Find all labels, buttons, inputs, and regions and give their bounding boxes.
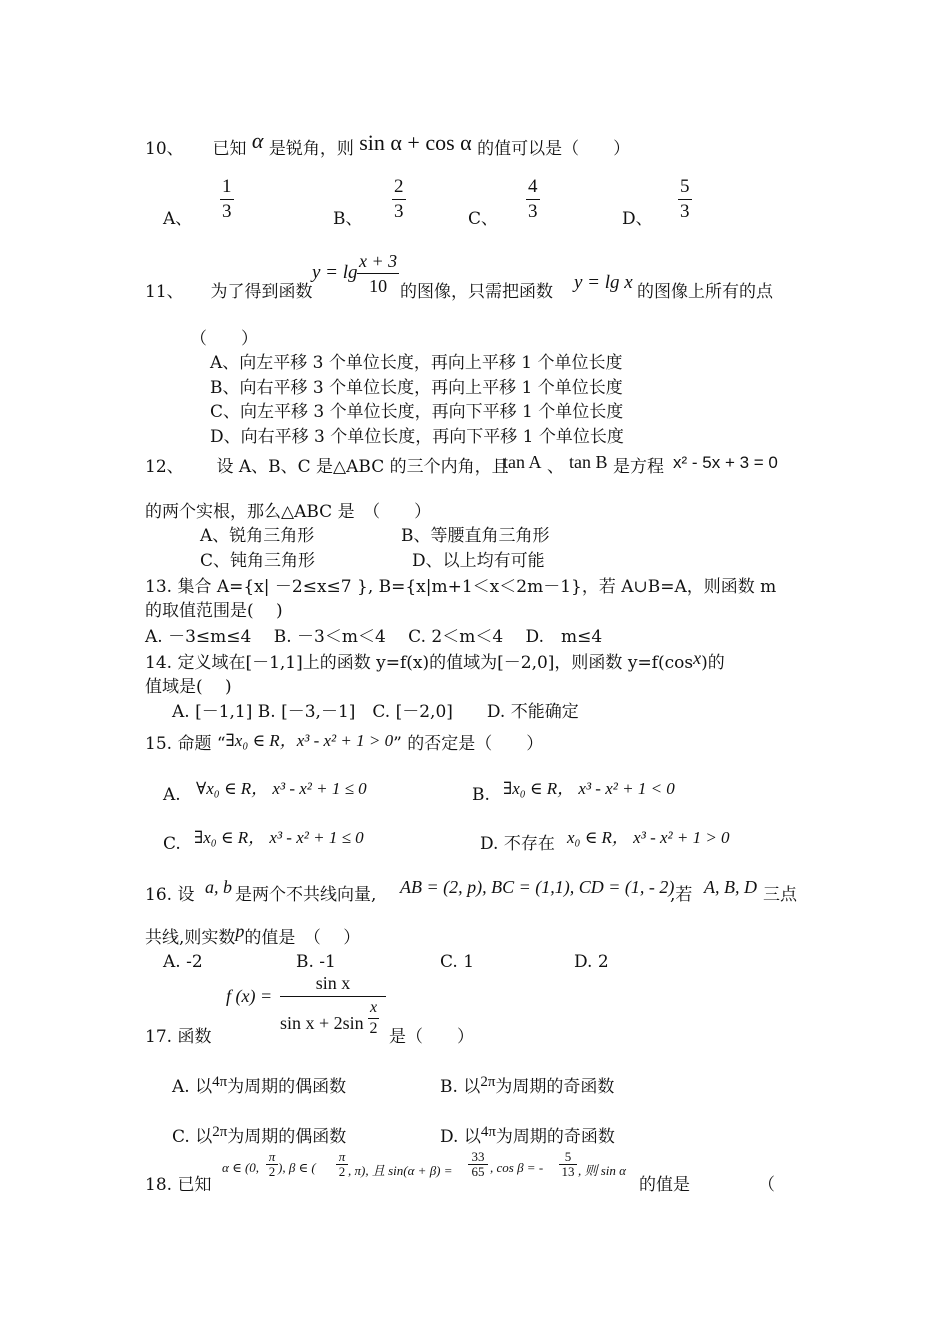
q17-option-b-post: 为周期的奇函数 bbox=[495, 1077, 615, 1097]
q17-option-a-post: 为周期的偶函数 bbox=[227, 1077, 347, 1097]
q18-num-33: 33 bbox=[471, 1149, 485, 1164]
q11-number: 11、 bbox=[145, 282, 184, 302]
q17-option-d-period: 4π bbox=[480, 1124, 496, 1140]
q11-option-c: C、向左平移 3 个单位长度，再向下平移 1 个单位长度 bbox=[210, 402, 624, 422]
q11-option-b: B、向右平移 3 个单位长度，再向上平移 1 个单位长度 bbox=[210, 378, 623, 398]
q11-option-a: A、向左平移 3 个单位长度，再向上平移 1 个单位长度 bbox=[210, 353, 623, 373]
q17-option-b-period: 2π bbox=[480, 1074, 496, 1090]
q18-condition-d: , cos β = - bbox=[490, 1160, 544, 1175]
q10-option-c-label: C、 bbox=[468, 209, 499, 229]
q17-option-a-pre: A. 以 bbox=[172, 1077, 213, 1097]
q16-points: A, B, D bbox=[704, 877, 757, 897]
q16-line-2b: 的值是 （ ） bbox=[244, 928, 361, 948]
q17-option-b-pre: B. 以 bbox=[440, 1077, 481, 1097]
q10-option-a-denominator: 3 bbox=[222, 201, 232, 222]
q11-function-fraction bbox=[357, 250, 399, 297]
q17-option-b bbox=[440, 1076, 614, 1099]
q10-option-c-fraction bbox=[526, 176, 540, 223]
q17-fraction bbox=[280, 972, 386, 1043]
q10-option-a-label: A、 bbox=[163, 209, 193, 229]
q15-text-a: 15. 命题 “ bbox=[145, 734, 226, 754]
q18-num-65: 65 bbox=[471, 1164, 485, 1179]
q11-function-lhs: y = lg bbox=[312, 262, 358, 283]
q10-option-c-denominator: 3 bbox=[528, 201, 538, 222]
q18-num-5: 5 bbox=[564, 1149, 572, 1164]
q10-text-b: 是锐角，则 bbox=[268, 139, 354, 159]
q17-option-c-pre: C. 以 bbox=[172, 1127, 213, 1147]
q12-option-b: B、等腰直角三角形 bbox=[401, 526, 550, 546]
q13-line-2: 的取值范围是( ) bbox=[145, 601, 283, 621]
q14-x: x bbox=[693, 648, 702, 668]
q17-inner-fraction bbox=[368, 999, 379, 1038]
q12-option-a: A、锐角三角形 bbox=[200, 526, 315, 546]
q12-number: 12、 bbox=[145, 457, 184, 477]
q15-option-a-label: A. bbox=[163, 785, 181, 805]
q12-option-d: D、以上均有可能 bbox=[412, 551, 545, 571]
q15-text-b: ” 的否定是（ ） bbox=[393, 734, 544, 754]
q18-paren: （ bbox=[758, 1175, 775, 1195]
q11-function-2: y = lg x bbox=[574, 272, 633, 293]
q15-option-a: ∀x₀ ∈ R， x³ - x² + 1 ≤ 0 bbox=[196, 779, 367, 798]
q16-vectors: AB = (2, p), BC = (1,1), CD = (1, - 2) bbox=[400, 877, 675, 897]
q10-text-a: 已知 bbox=[212, 139, 247, 159]
q10-option-d-numerator: 5 bbox=[680, 176, 690, 197]
q16-text-b: 是两个不共线向量, bbox=[235, 885, 377, 905]
q12-line bbox=[145, 456, 509, 478]
q12-text-a: 设 A、B、C 是△ABC 的三个内角，且 bbox=[216, 457, 509, 477]
q17-denominator: sin x + 2sin bbox=[280, 1013, 364, 1033]
q15-option-d: x₀ ∈ R， x³ - x² + 1 > 0 bbox=[567, 828, 730, 847]
q18-pi-2: π bbox=[338, 1149, 346, 1164]
q18-two-1: 2 bbox=[268, 1164, 276, 1179]
q11-function-denominator: 10 bbox=[369, 276, 388, 296]
q17-option-d-pre: D. 以 bbox=[440, 1127, 481, 1147]
q12-tan-b: tan B bbox=[569, 452, 608, 472]
q15-option-c: ∃x₀ ∈ R， x³ - x² + 1 ≤ 0 bbox=[194, 828, 364, 847]
q17-option-d-post: 为周期的奇函数 bbox=[495, 1127, 615, 1147]
q17-option-c-post: 为周期的偶函数 bbox=[227, 1127, 347, 1147]
q17-option-d bbox=[440, 1126, 615, 1149]
q11-paren: （ ） bbox=[190, 329, 258, 349]
q12-tan-a: tan A bbox=[503, 452, 542, 472]
q18-label: 18. 已知 bbox=[145, 1175, 212, 1195]
q18-two-2: 2 bbox=[338, 1164, 346, 1179]
q10-option-b-fraction bbox=[392, 176, 406, 223]
q14-text-b: )的 bbox=[701, 653, 725, 673]
q14-line-1 bbox=[145, 648, 725, 674]
q10-option-b-label: B、 bbox=[333, 209, 363, 229]
q17-inner-numerator: x bbox=[370, 999, 378, 1016]
q11-text-a: 为了得到函数 bbox=[210, 282, 313, 302]
q10-number: 10、 bbox=[145, 139, 184, 159]
q17-label: 17. 函数 bbox=[145, 1027, 212, 1047]
q16-text-a: 16. 设 bbox=[145, 885, 195, 905]
q11-option-d: D、向右平移 3 个单位长度，再向下平移 1 个单位长度 bbox=[210, 427, 624, 447]
q16-option-a: A. -2 bbox=[163, 952, 203, 972]
q16-line-2 bbox=[145, 921, 361, 949]
q10-option-a-numerator: 1 bbox=[222, 176, 232, 197]
q10-expression: sin α + cos α bbox=[359, 130, 472, 155]
q15-proposition: ∃x₀ ∈ R，x³ - x² + 1 > 0 bbox=[225, 731, 394, 750]
q12-option-c: C、钝角三角形 bbox=[200, 551, 316, 571]
q15-option-c-label: C. bbox=[163, 834, 181, 854]
q18-condition-c: , π), 且 sin(α + β) = bbox=[348, 1163, 453, 1178]
q17-inner-denominator: 2 bbox=[369, 1020, 378, 1037]
q18-condition-b: ), β ∈ ( bbox=[278, 1160, 316, 1175]
q10-option-a-fraction bbox=[220, 176, 234, 223]
q11-text-b: 的图像，只需把函数 bbox=[400, 282, 553, 302]
q16-option-c: C. 1 bbox=[440, 952, 475, 972]
q13-options: A. －3≤m≤4 B. －3＜m＜4 C. 2＜m＜4 D. m≤4 bbox=[145, 627, 603, 647]
q14-line-2: 值域是( ) bbox=[145, 677, 232, 697]
q10-option-d-denominator: 3 bbox=[680, 201, 690, 222]
q10-option-b-numerator: 2 bbox=[394, 176, 404, 197]
q15-line bbox=[145, 733, 543, 755]
q18-condition-e: , 则 sin α bbox=[578, 1163, 626, 1178]
q11-line bbox=[145, 281, 312, 303]
q18-pi-1: π bbox=[268, 1149, 276, 1164]
q11-text-c: 的图像上所有的点 bbox=[637, 282, 773, 302]
q16-text-d: 三点 bbox=[763, 885, 797, 905]
q15-option-b-label: B. bbox=[472, 785, 490, 805]
q10-option-b-denominator: 3 bbox=[394, 201, 404, 222]
q15-option-d-label: D. 不存在 bbox=[480, 834, 555, 854]
q18-num-13: 13 bbox=[561, 1164, 575, 1179]
q12-text-b: 是方程 bbox=[613, 457, 664, 477]
q17-option-c bbox=[172, 1126, 346, 1149]
q16-p: p bbox=[235, 921, 245, 941]
q10-option-d-label: D、 bbox=[622, 209, 653, 229]
q16-option-d: D. 2 bbox=[574, 952, 609, 972]
q16-text-c: ,若 bbox=[670, 885, 693, 905]
q12-line-2: 的两个实根，那么△ABC 是 （ ） bbox=[145, 502, 432, 522]
q18-condition-a: α ∈ (0, bbox=[222, 1160, 260, 1175]
q12-equation: x² - 5x + 3 = 0 bbox=[673, 453, 778, 472]
q14-options: A. [－1,1] B. [－3,－1] C. [－2,0] D. 不能确定 bbox=[172, 702, 579, 722]
q10-option-d-fraction bbox=[678, 176, 692, 223]
q10-alpha: α bbox=[251, 128, 264, 153]
q14-text-a: 14. 定义域在[－1,1]上的函数 y=f(x)的值域为[－2,0]，则函数 y=f(cos bbox=[145, 653, 694, 673]
q17-option-a bbox=[172, 1076, 346, 1099]
q13-line-1: 13. 集合 A={x| －2≤x≤7 }, B={x|m+1＜x＜2m－1}，若 A∪B=A，则函数 m bbox=[145, 577, 777, 597]
q17-option-a-period: 4π bbox=[212, 1074, 228, 1090]
q17-numerator: sin x bbox=[315, 973, 351, 993]
q11-function-numerator: x + 3 bbox=[359, 251, 398, 271]
q17-text-b: 是（ ） bbox=[389, 1027, 474, 1047]
q16-line-2a: 共线,则实数 bbox=[145, 928, 236, 948]
q15-option-b: ∃x₀ ∈ R， x³ - x² + 1 < 0 bbox=[503, 779, 675, 798]
q10-line bbox=[145, 128, 631, 160]
q16-ab: a, b bbox=[205, 877, 232, 897]
q10-text-c: 的值可以是（ ） bbox=[477, 139, 631, 159]
q18-text-b: 的值是 bbox=[639, 1175, 690, 1195]
q17-option-c-period: 2π bbox=[212, 1124, 228, 1140]
q17-lhs: f (x) = bbox=[226, 986, 273, 1006]
q16-option-b: B. -1 bbox=[296, 952, 336, 972]
q10-option-c-numerator: 4 bbox=[528, 176, 538, 197]
q12-separator: 、 bbox=[547, 457, 564, 477]
